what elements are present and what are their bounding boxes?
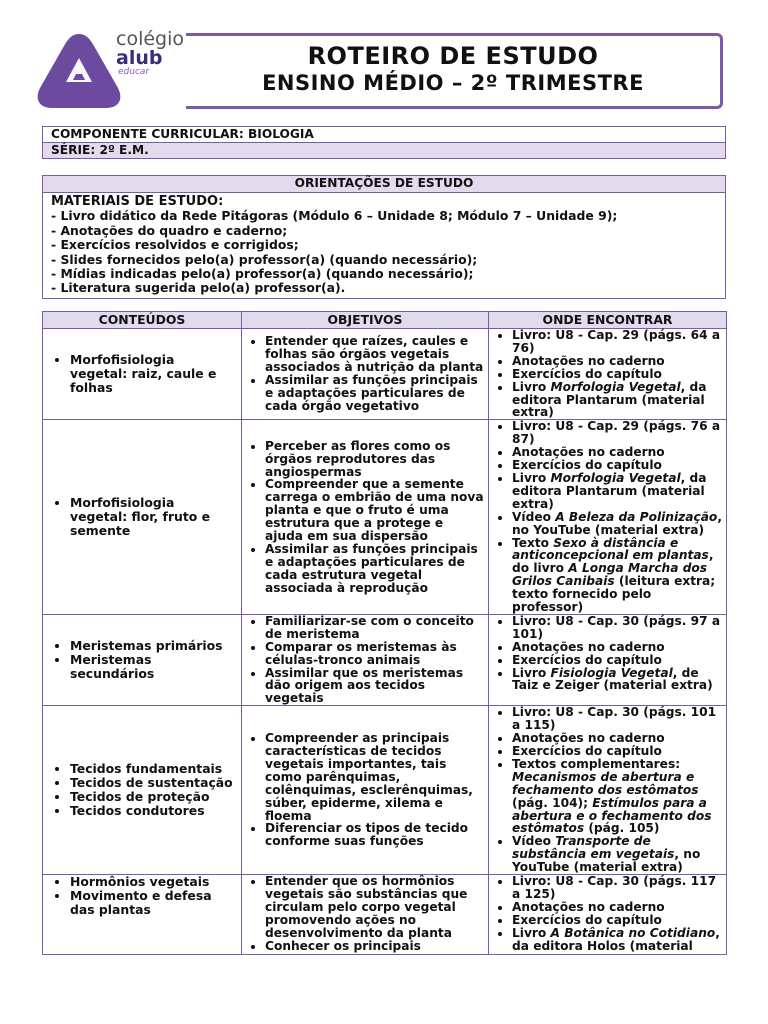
recurso-text: Livro: U8 - Cap. 30 (págs. 97 a 101) — [512, 613, 721, 641]
recurso-text: (pág. 104); — [512, 795, 593, 810]
material-item: - Livro didático da Rede Pitágoras (Módulo 6 – Unidade 8; Módulo 7 – Unidade 9); — [51, 208, 618, 224]
recurso-item — [512, 420, 722, 446]
material-item: - Anotações do quadro e caderno; — [51, 222, 288, 238]
recurso-text: , no YouTube (material extra) — [512, 509, 722, 537]
cell-onde-encontrar — [489, 420, 727, 615]
objetivo-item: • Entender que os hormônios vegetais são substâncias que circulam pelo corpo vegetal promovendo ações no desenvolvimento da planta — [265, 875, 484, 940]
recurso-title: Morfologia Vegetal — [550, 379, 681, 394]
cell-conteudos — [43, 614, 242, 705]
table-row — [43, 706, 727, 875]
recurso-title: Morfologia Vegetal — [550, 470, 681, 485]
objetivo-item: • Comparar os meristemas às células-tronco animais — [265, 641, 484, 667]
recurso-item — [512, 615, 722, 641]
cell-onde-encontrar — [489, 875, 727, 955]
recurso-item — [512, 537, 722, 614]
recurso-item — [512, 472, 722, 511]
recurso-text: Textos complementares: — [512, 756, 681, 771]
conteudo-item: • Hormônios vegetais — [70, 875, 235, 889]
recurso-text: Livro — [512, 665, 551, 680]
recurso-text: , de Taiz e Zeiger (material extra) — [512, 665, 713, 693]
logo-triangle-icon — [34, 30, 124, 110]
orientacoes-heading: ORIENTAÇÕES DE ESTUDO — [43, 176, 726, 193]
table-row — [43, 329, 727, 420]
recurso-text: Exercícios do capítulo — [512, 366, 662, 381]
recurso-text: Vídeo — [512, 834, 556, 849]
cell-conteudos — [43, 420, 242, 615]
recurso-item — [512, 329, 722, 355]
materiais-section — [43, 193, 726, 299]
table-row — [43, 875, 727, 955]
recurso-text: Vídeo — [512, 509, 556, 524]
page-title: ROTEIRO DE ESTUDO — [307, 42, 599, 70]
page-subtitle: ENSINO MÉDIO – 2º TRIMESTRE — [262, 71, 644, 95]
recurso-text: Anotações no caderno — [512, 731, 665, 746]
cell-objetivos — [242, 706, 489, 875]
recurso-text: Livro — [512, 925, 551, 940]
conteudo-item: • Morfofisiologia vegetal: flor, fruto e semente — [70, 496, 235, 538]
recurso-text: , da editora Plantarum (material extra) — [512, 470, 707, 511]
recurso-text: Livro: U8 - Cap. 29 (págs. 76 a 87) — [512, 419, 721, 447]
conteudo-item: • Morfofisiologia vegetal: raiz, caule e folhas — [70, 353, 235, 395]
logo-line-3: educar — [118, 67, 150, 77]
study-guide-table — [42, 311, 727, 955]
recurso-text: , da editora Plantarum (material extra) — [512, 379, 707, 420]
recurso-item — [512, 758, 722, 835]
recurso-title: Transporte de substância em vegetais — [512, 834, 675, 862]
objetivo-item: • Conhecer os principais — [265, 940, 484, 953]
recurso-title: A Botânica no Cotidiano — [550, 925, 716, 940]
material-item: - Slides fornecidos pelo(a) professor(a) (quando necessário); — [51, 251, 478, 267]
recurso-title: Estímulos para a abertura e o fechamento dos estômatos — [512, 795, 712, 836]
recurso-item — [512, 835, 722, 874]
col-header-objetivos: OBJETIVOS — [242, 312, 489, 329]
recurso-item — [512, 927, 722, 953]
recurso-text: Exercícios do capítulo — [512, 652, 662, 667]
recurso-text: Livro: U8 - Cap. 30 (págs. 101 a 115) — [512, 705, 717, 733]
recurso-text: Exercícios do capítulo — [512, 744, 662, 758]
logo-wordmark — [116, 30, 184, 77]
title-box — [186, 33, 723, 109]
material-item: - Mídias indicadas pelo(a) professor(a) (quando necessário); — [51, 266, 474, 282]
recurso-text: , do livro — [512, 548, 714, 576]
col-header-conteudos: CONTEÚDOS — [43, 312, 242, 329]
serie: SÉRIE: 2º E.M. — [43, 143, 726, 159]
recurso-item — [512, 381, 722, 420]
recurso-text: Anotações no caderno — [512, 353, 665, 368]
recurso-text: Exercícios do capítulo — [512, 912, 662, 927]
objetivo-item: • Perceber as flores como os órgãos reprodutores das angiospermas — [265, 440, 484, 479]
recurso-text: Livro — [512, 470, 551, 485]
conteudo-item: • Tecidos de proteção — [70, 790, 235, 804]
col-header-onde: ONDE ENCONTRAR — [489, 312, 727, 329]
recurso-item — [512, 875, 722, 901]
componente-curricular: COMPONENTE CURRICULAR: BIOLOGIA — [43, 127, 726, 143]
orientacoes-table — [42, 175, 726, 299]
objetivo-item: • Familiarizar-se com o conceito de meristema — [265, 615, 484, 641]
recurso-text: Livro: U8 - Cap. 30 (págs. 117 a 125) — [512, 874, 717, 901]
table-row — [43, 614, 727, 705]
objetivo-item: • Compreender que a semente carrega o embrião de uma nova planta e que o fruto é uma estrutura que a protege e ajuda em sua dispersão — [265, 478, 484, 543]
objetivo-item: • Compreender as principais características de tecidos vegetais importantes, tais como parênquimas, colênquimas, esclerênquimas, súber, epiderme, xilema e floema — [265, 732, 484, 822]
objetivo-item: • Entender que raízes, caules e folhas são órgãos vegetais associados à nutrição da planta — [265, 335, 484, 374]
recurso-text: (pág. 105) — [584, 821, 660, 836]
recurso-text: Exercícios do capítulo — [512, 458, 662, 473]
objetivo-item: • Assimilar as funções principais e adaptações particulares de cada estrutura vegetal associada à reprodução — [265, 543, 484, 595]
recurso-title: A Beleza da Polinização — [555, 509, 718, 524]
materiais-title: MATERIAIS DE ESTUDO: — [51, 194, 224, 209]
cell-objetivos — [242, 329, 489, 420]
conteudo-item: • Meristemas primários — [70, 639, 235, 653]
conteudo-item: • Tecidos fundamentais — [70, 762, 235, 776]
conteudo-item: • Movimento e defesa das plantas — [70, 889, 235, 917]
cell-onde-encontrar — [489, 614, 727, 705]
recurso-text: Livro: U8 - Cap. 29 (págs. 64 a 76) — [512, 328, 721, 355]
recurso-title: Fisiologia Vegetal — [550, 665, 673, 680]
objetivo-item: • Diferenciar os tipos de tecido conforme suas funções — [265, 822, 484, 848]
cell-conteudos — [43, 706, 242, 875]
component-info-table — [42, 126, 726, 159]
recurso-text: (leitura extra; texto fornecido pelo professor) — [512, 574, 716, 615]
cell-conteudos — [43, 875, 242, 955]
recurso-text: Anotações no caderno — [512, 639, 665, 654]
recurso-title: Mecanismos de abertura e fechamento dos estômatos — [512, 769, 699, 797]
recurso-title: A Longa Marcha dos Grilos Canibais — [512, 561, 708, 589]
recurso-item — [512, 667, 722, 693]
recurso-text: Texto — [512, 535, 554, 550]
cell-objetivos — [242, 875, 489, 955]
recurso-title: Sexo à distância e anticoncepcional em plantas — [512, 535, 709, 563]
conteudo-item: • Meristemas secundários — [70, 653, 235, 681]
logo-line-1: colégio — [116, 28, 185, 50]
cell-objetivos — [242, 614, 489, 705]
cell-objetivos — [242, 420, 489, 615]
cell-onde-encontrar — [489, 329, 727, 420]
recurso-text: Livro — [512, 379, 551, 394]
cell-onde-encontrar — [489, 706, 727, 875]
material-item: - Exercícios resolvidos e corrigidos; — [51, 237, 299, 253]
material-item: - Literatura sugerida pelo(a) professor(a). — [51, 280, 346, 296]
recurso-text: Anotações no caderno — [512, 445, 665, 460]
recurso-text: , da editora Holos (material — [512, 925, 720, 953]
objetivo-item: • Assimilar que os meristemas dão origem aos tecidos vegetais — [265, 667, 484, 706]
materiais-list — [51, 209, 717, 295]
recurso-text: Anotações no caderno — [512, 899, 665, 914]
recurso-item — [512, 706, 722, 732]
objetivo-item: • Assimilar as funções principais e adaptações particulares de cada órgão vegetativo — [265, 374, 484, 413]
cell-conteudos — [43, 329, 242, 420]
conteudo-item: • Tecidos condutores — [70, 804, 235, 818]
table-row — [43, 420, 727, 615]
recurso-item — [512, 511, 722, 537]
logo-line-2: alub — [116, 47, 163, 69]
recurso-text: , no YouTube (material extra) — [512, 847, 701, 875]
conteudo-item: • Tecidos de sustentação — [70, 776, 235, 790]
